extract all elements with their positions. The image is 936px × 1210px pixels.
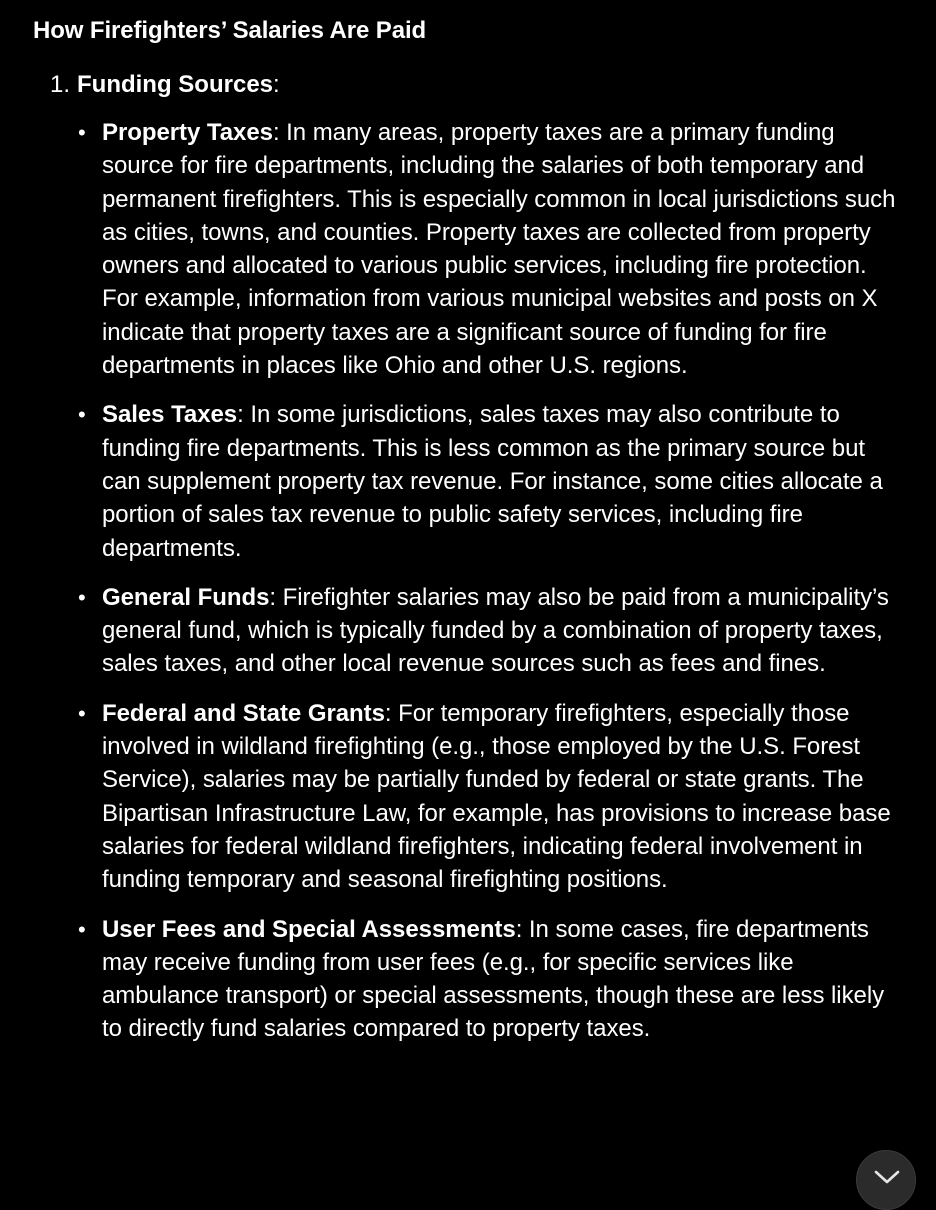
bullet-item-federal-state-grants — [33, 697, 903, 897]
bullet-marker: • — [78, 120, 86, 145]
bullet-term: Property Taxes — [102, 119, 273, 146]
section-suffix: : — [273, 71, 280, 98]
bullet-marker: • — [78, 402, 86, 428]
chevron-down-icon — [874, 1169, 900, 1185]
bullet-list — [33, 116, 903, 1046]
bullet-item-general-funds — [33, 581, 903, 681]
page-title: How Firefighters’ Salaries Are Paid — [33, 17, 427, 44]
numbered-list-item — [33, 68, 903, 102]
bullet-text: : Firefighter salaries may also be paid from a municipality’s general fund, which is typically funded by a combination of property taxes, sales taxes, and other local revenue sources such as fees and fines. — [102, 583, 889, 678]
bullet-term: General Funds — [102, 583, 270, 611]
bullet-item-user-fees — [33, 913, 903, 1046]
list-number: 1. — [50, 71, 71, 98]
bullet-term: User Fees and Special Assessments — [102, 915, 516, 943]
bullet-text: : In some jurisdictions, sales taxes may also contribute to funding fire departments. This is less common as the primary source but can supplement property tax revenue. For instance, some cities allocate a portion of sales tax revenue to public safety services, including fire departments. — [102, 401, 883, 562]
bullet-term: Federal and State Grants — [102, 699, 385, 727]
bullet-text: : In some cases, fire departments may receive funding from user fees (e.g., for specific services like ambulance transport) or special assessments, though these are less likely to directly fund salaries compared to property taxes. — [102, 915, 885, 1043]
bullet-text: : In many areas, property taxes are a primary funding source for fire departments, including the salaries of both temporary and permanent firefighters. This is especially common in local jurisdictions such as cities, towns, and counties. Property taxes are collected from property owners and allocated to various public services, including fire protection. For example, information from various municipal websites and posts on X indicate that property taxes are a significant source of funding for fire departments in places like Ohio and other U.S. regions. — [102, 119, 896, 380]
bullet-item-sales-taxes — [33, 398, 903, 564]
bullet-term: Sales Taxes — [102, 401, 238, 429]
bullet-item-property-taxes — [33, 116, 903, 382]
bullet-text: : For temporary firefighters, especially those involved in wildland firefighting (e.g., those employed by the U.S. Forest Service), salaries may be partially funded by federal or state grants. The Bipartisan Infrastructure Law, for example, has provisions to increase base salaries for federal wildland firefighters, indicating federal involvement in funding temporary and seasonal firefighting positions. — [102, 699, 891, 894]
scroll-down-button[interactable] — [856, 1150, 916, 1210]
bullet-marker: • — [78, 916, 86, 942]
section-title: Funding Sources — [77, 71, 274, 98]
bullet-marker: • — [78, 584, 86, 610]
response-content — [33, 14, 903, 1062]
section-heading — [77, 71, 280, 98]
bullet-marker: • — [78, 700, 86, 726]
